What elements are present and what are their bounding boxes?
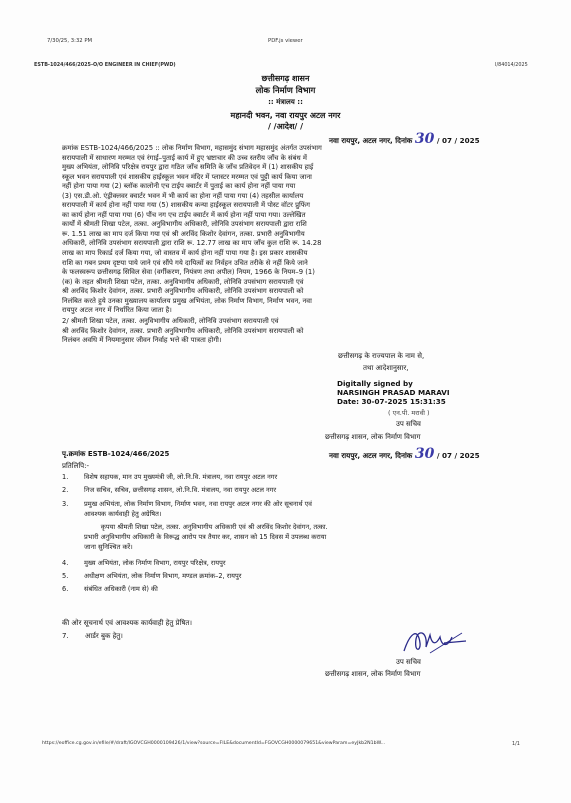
signer-department-2: छत्तीसगढ़ शासन, लोक निर्माण विभाग xyxy=(325,670,421,678)
copy-list-item xyxy=(62,572,522,582)
copy-list-item xyxy=(62,510,522,520)
paragraph-1-line: राशि का गबन प्रथम दृष्टया पाये जाने एवं सौंपे गये दायित्वों का निर्वहन उचित तरीके से नहीं किये जाने xyxy=(62,258,308,267)
copy-item-number: 4. xyxy=(62,559,69,567)
digital-sig-name: NARSINGH PRASAD MARAVI xyxy=(337,387,450,397)
copy-item-number: 6. xyxy=(62,585,69,593)
copy-list-item xyxy=(62,585,522,595)
copy-list-item xyxy=(62,473,522,483)
paragraph-1-line: के फलस्वरूप छत्तीसगढ़ सिविल सेवा (वर्गीकरण, नियंत्रण तथा अपील) नियम, 1966 के नियम–9 (1) xyxy=(62,268,315,277)
copy-item-number: 1. xyxy=(62,473,69,481)
paragraph-1-line: सरायपाली में कार्य होना नहीं पाया गया (5) शासकीय कन्या हाईस्कूल सरायपाली में पोस्ट वॉटर प्रुफिंग xyxy=(62,201,310,210)
copy-item-text: विशेष सहायक, मान उप मुख्यमंत्री जी, लो.नि.वि. मंत्रालय, नवा रायपुर अटल नगर xyxy=(84,473,278,481)
paragraph-2-line: श्री अरविंद किशोर देवांगन, तत्का. प्रभारी अनुविभागीय अधिकारी, लोनिवि उपसंभाग सरायपाली को xyxy=(62,326,304,335)
copy-item-text: कृपया श्रीमती शिखा पटेल, तत्का. अनुविभागीय अधिकारी एवं श्री अरविंद किशोर देवांगन, तत्का. xyxy=(84,523,328,531)
copy-item-text: आवश्यक कार्यवाही हेतु अग्रेषित। xyxy=(84,510,162,518)
endorsement-number: पृ.क्रमांक ESTB-1024/466/2025 xyxy=(62,450,170,458)
paragraph-1-line: नहीं होना पाया गया (2) ब्लॉक कालोनी एच टाईप क्वार्टर में पुताई का कार्य होना नहीं पाया गया xyxy=(62,182,296,191)
signer-name: ( एन.पी. मरावी ) xyxy=(388,409,430,417)
header-address: महानदी भवन, नवा रायपुर अटल नगर xyxy=(230,111,341,120)
copy-list-item xyxy=(62,533,522,543)
paragraph-1-line: स्कूल भवन सरायपाली एवं शासकीय हाईस्कूल भवन मंदिर में प्लास्टर मरम्मत एवं पुट्टी कार्य किया जाना xyxy=(62,172,312,181)
order-paragraph-1 xyxy=(62,144,512,316)
signer-department: छत्तीसगढ़ शासन, लोक निर्माण विभाग xyxy=(325,433,421,441)
paragraph-1-line: लाख का माप रिकार्ड दर्ज किया गया, जो वास्तव में कार्य होना नहीं पाया गया है। इस प्रकार शासकीय xyxy=(62,249,308,258)
paragraph-2-line: 2/ श्रीमती शिखा पटेल, तत्का. अनुविभागीय अधिकारी, लोनिवि उपसंभाग सरायपाली एवं xyxy=(62,317,279,325)
file-code: I/84014/2025 xyxy=(495,62,528,68)
copy-list-item xyxy=(62,486,522,496)
item-7-number: 7. xyxy=(62,632,69,640)
file-reference: ESTB-1024/466/2025-O/O ENGINEER IN CHIEF(PWD) xyxy=(34,62,176,68)
date-handwritten: 30 xyxy=(414,131,435,147)
copy-item-number: 2. xyxy=(62,486,69,494)
header-dept: लोक निर्माण विभाग xyxy=(255,85,316,95)
closing-order: तथा आदेशानुसार, xyxy=(363,364,409,372)
paragraph-1-line: का कार्य होना नहीं पाया गया (6) पौंच नग एच टाईप क्वार्टर में कार्य होना नहीं पाया गया। उल्लेखित xyxy=(62,210,306,219)
paragraph-1-line: रायपुर अटल नगर में निर्धारित किया जाता है। xyxy=(62,306,172,315)
digital-signature xyxy=(337,380,450,406)
copy-item-text: संबंधित अधिकारी (नाम से) की xyxy=(84,585,158,593)
forward-line: की ओर सूचनार्थ एवं आवश्यक कार्यवाही हेतु प्रेषित। xyxy=(62,619,193,627)
copy-list-item xyxy=(62,523,522,533)
paragraph-2-line: निलंबन अवधि में नियमानुसार जीवन निर्वाह भत्ते की पात्रता होगी। xyxy=(62,336,222,345)
print-page-number: 1/1 xyxy=(512,741,520,747)
closing-governor: छत्तीसगढ़ के राज्यपाल के नाम से, xyxy=(338,352,425,360)
paragraph-1-line: अधिकारी, लोनिवि उपसंभाग सरायपाली द्वारा राशि रू. 12.77 लाख का माप जाँच कुल राशि रू. 14.28 xyxy=(62,239,322,248)
handwritten-signature xyxy=(400,623,470,657)
copy-list xyxy=(62,473,522,593)
date-prefix: नवा रायपुर, अटल नगर, दिनांक xyxy=(329,136,413,145)
copy-list-item xyxy=(62,543,522,553)
copy-item-text: अधीक्षण अभियंता, लोक निर्माण विभाग, मण्डल क्रमांक–2, रायपुर xyxy=(84,572,242,580)
paragraph-1-line: मुख्य अभियंता, लोनिवि परिक्षेत्र रायपुर द्वारा गठित जाँच समिति के जाँच प्रतिवेदन में (1) शासकीय हाई xyxy=(62,163,314,172)
paragraph-1-line: सरायपाली में साधारण मरम्मत एवं रंगाई–पुताई कार्य में हुए भ्रष्टाचार की उच्च स्तरीय जाँच के संबंध में xyxy=(62,153,308,162)
signature-scribble-icon xyxy=(400,623,470,657)
header-ministry: :: मंत्रालय :: xyxy=(268,98,303,106)
signer-title: उप सचिव xyxy=(396,420,421,428)
print-url: https://eoffice.cg.gov.in/efile/#/draft/IGOVCGH0000109426/1/view?source=FILE&documentId=FGOVCGH0000079651&viewParam=eyJkb2N1bW... xyxy=(42,741,386,746)
copy-item-number: 3. xyxy=(62,500,69,508)
copy-item-text: मुख्य अभियंता, लोक निर्माण विभाग, रायपुर परिक्षेत्र, रायपुर xyxy=(84,559,226,567)
paragraph-1-line: (3) एस.डी.ओ. एंड्रीक्लवर क्वार्टर भवन में भी कार्य का होना नहीं पाया गया (4) तहसील कार्यालय xyxy=(62,191,304,200)
order-paragraph-2 xyxy=(62,317,512,346)
date2-suffix: / 07 / 2025 xyxy=(436,451,480,460)
copy-item-text: जाना सुनिश्चित करें। xyxy=(84,543,133,551)
copy-item-number: 5. xyxy=(62,572,69,580)
item-7-text: आर्डर बुक हेतु। xyxy=(85,632,123,640)
copy-item-text: निज सचिव, सचिव, छत्तीसगढ़ शासन, लो.नि.वि. मंत्रालय, नवा रायपुर अटल नगर xyxy=(84,486,277,494)
copy-list-item xyxy=(62,500,522,510)
date2-prefix: नवा रायपुर, अटल नगर, दिनांक xyxy=(329,451,413,460)
signer-title-2: उप सचिव xyxy=(396,658,421,666)
paragraph-1-line: श्री अरविंद किशोर देवांगन, तत्का. प्रभारी अनुविभागीय अधिकारी, लोनिवि उपसंभाग सरायपाली को xyxy=(62,287,304,296)
copy-list-item xyxy=(62,559,522,569)
copy-label: प्रतिलिपि:- xyxy=(62,462,90,470)
digital-sig-date: Date: 30-07-2025 15:31:35 xyxy=(337,396,446,406)
date2-handwritten: 30 xyxy=(414,446,435,462)
paragraph-1-line: कार्यों में श्रीमती शिखा पटेल, तत्का. अनुविभागीय अधिकारी, लोनिवि उपसंभाग सरायपाली द्वारा राशि xyxy=(62,220,307,229)
copy-item-text: प्रमुख अभियंता, लोक निर्माण विभाग, निर्माण भवन, नवा रायपुर अटल नगर की ओर सूचनार्थ एवं xyxy=(84,500,312,508)
date-suffix: / 07 / 2025 xyxy=(436,136,480,145)
header-order: / /आदेश/ / xyxy=(267,122,304,131)
endorsement-date xyxy=(329,446,480,462)
print-viewer-title: PDF.js viewer xyxy=(268,38,303,44)
copy-item-text: प्रभारी अनुविभागीय अधिकारी के विरूद्ध आरोप पत्र तैयार कर, शासन को 15 दिवस में उपलब्ध कराया xyxy=(84,533,327,541)
paragraph-1-line: रू. 1.51 लाख का माप दर्ज किया गया एवं श्री अरविंद किशोर देवांगन, तत्का. प्रभारी अनुविभागीय xyxy=(62,229,305,238)
paragraph-1-line: निलंबित करते हुये उनका मुख्यालय कार्यालय प्रमुख अभियंता, लोक निर्माण विभाग, निर्माण भवन, नवा xyxy=(62,296,312,305)
digital-sig-line-1: Digitally signed by xyxy=(337,379,413,388)
paragraph-1-line: (क) के तहत श्रीमती शिखा पटेल, तत्का. अनुविभागीय अधिकारी, लोनिवि उपसंभाग सरायपाली एवं xyxy=(62,277,304,286)
print-datetime: 7/30/25, 3:32 PM xyxy=(47,38,93,44)
header-govt: छत्तीसगढ़ शासन xyxy=(261,74,310,83)
paragraph-1-line: क्रमांक ESTB-1024/466/2025 :: लोक निर्माण विभाग, महासमुंद संभाग महासमुंद अंतर्गत उपसंभाग xyxy=(62,144,322,152)
